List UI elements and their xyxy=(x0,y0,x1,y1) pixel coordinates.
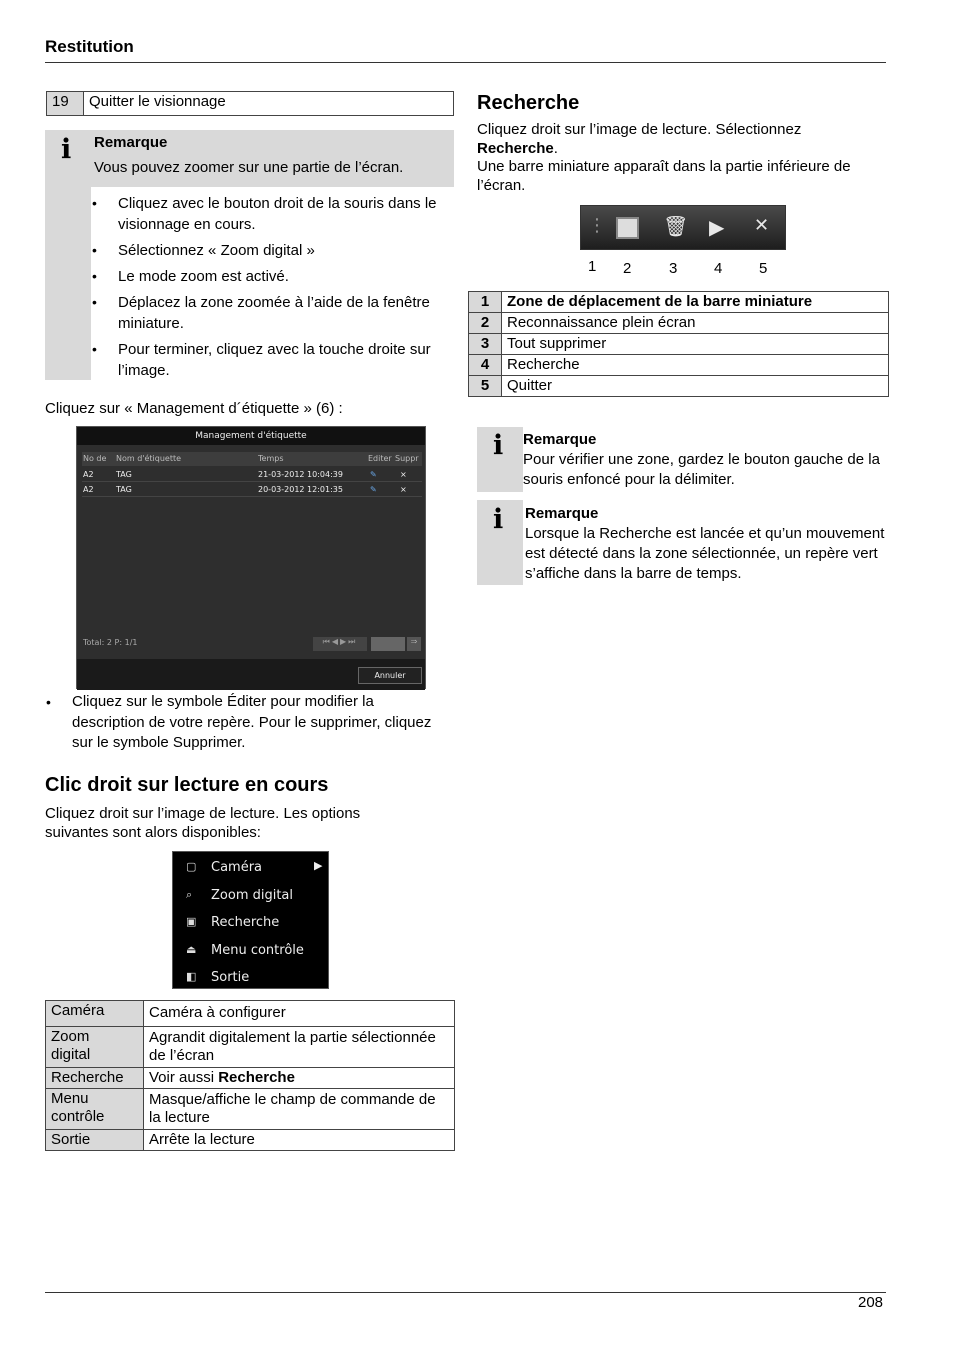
edit-icon[interactable]: ✎ xyxy=(370,470,377,479)
table-row xyxy=(46,1068,455,1089)
option-desc: Agrandit digitalement la partie sélectionnée de l’écran xyxy=(144,1027,455,1068)
legend-text: Reconnaissance plein écran xyxy=(502,313,889,334)
recherche-intro-2: Une barre miniature apparaît dans la partie inférieure de l’écran. xyxy=(477,158,851,194)
note-sidebar xyxy=(45,130,91,380)
exit-icon: ◧ xyxy=(186,970,197,983)
play-icon[interactable]: ▶ xyxy=(709,215,725,239)
note-text: Lorsque la Recherche est lancée et qu’un mouvement est détecté dans la zone sélectionnée, un repère vert s’affiche dans la barre de temps. xyxy=(525,525,885,582)
info-icon: i xyxy=(61,134,72,165)
list-item: • Le mode zoom est activé. xyxy=(90,266,458,287)
zoom-icon: ⌕ xyxy=(186,888,193,901)
note-text: Vous pouvez zoomer sur une partie de l’écran. xyxy=(94,159,404,176)
trash-icon[interactable]: 🗑 xyxy=(663,214,689,238)
menu-item-search[interactable] xyxy=(173,909,328,935)
legend-num: 1 xyxy=(469,292,502,313)
option-name: Recherche xyxy=(46,1068,144,1089)
note-text: Pour vérifier une zone, gardez le bouton gauche de la souris enfoncé pour la délimiter. xyxy=(523,451,880,488)
option-name xyxy=(46,1027,144,1068)
minibar-label-5: 5 xyxy=(759,260,768,277)
table-row xyxy=(469,334,889,355)
row-no: A2 xyxy=(83,470,94,479)
delete-icon[interactable]: × xyxy=(400,485,407,494)
menu-item-zoom[interactable] xyxy=(173,882,328,908)
row-time: 20-03-2012 12:01:35 xyxy=(258,485,343,494)
legend-text: Recherche xyxy=(502,355,889,376)
header-divider xyxy=(45,62,886,63)
menu-item-label: Zoom digital xyxy=(211,888,294,903)
picture-icon: ▣ xyxy=(186,915,197,928)
menu-item-label: Recherche xyxy=(211,915,280,930)
menu-item-camera[interactable] xyxy=(173,854,328,880)
list-item: • Cliquez avec le bouton droit de la souris dans le visionnage en cours. xyxy=(90,193,458,235)
option-desc: Masque/affiche le champ de commande de la lecture xyxy=(144,1089,455,1130)
go-icon[interactable]: ⇒ xyxy=(407,637,421,651)
column-header: Temps xyxy=(258,454,284,463)
menu-item-exit[interactable] xyxy=(173,964,328,990)
dialog-title: Management d'étiquette xyxy=(77,427,425,445)
table-row xyxy=(46,1001,455,1027)
menu-item-label: Menu contrôle xyxy=(211,943,304,958)
legend-num: 5 xyxy=(469,376,502,397)
section-title: Clic droit sur lecture en cours xyxy=(45,774,329,796)
minibar-label-4: 4 xyxy=(714,260,723,277)
edit-icon[interactable]: ✎ xyxy=(370,485,377,494)
options-table xyxy=(45,1000,455,1151)
legend-num: 2 xyxy=(469,313,502,334)
option-name-text: Menu contrôle xyxy=(51,1090,105,1125)
list-item: • Déplacez la zone zoomée à l’aide de la fenêtre miniature. xyxy=(90,292,458,334)
total-pages-label: Total: 2 P: 1/1 xyxy=(83,638,138,647)
recherche-intro xyxy=(477,121,867,158)
section-intro: Cliquez droit sur l’image de lecture. Les options suivantes sont alors disponibles: xyxy=(45,805,361,841)
info-icon: i xyxy=(493,504,504,535)
list-item: • Cliquez sur le symbole Éditer pour modifier la description de votre repère. Pour le supprimer, cliquez sur le symbole Supprimer. xyxy=(44,692,444,754)
cancel-button[interactable]: Annuler xyxy=(358,667,422,684)
dialog-pagination xyxy=(82,636,422,654)
option-name: Caméra xyxy=(46,1001,144,1027)
fullscreen-detect-icon[interactable] xyxy=(616,217,639,239)
column-header: Editer xyxy=(368,454,392,463)
table-row xyxy=(469,355,889,376)
note-title: Remarque xyxy=(523,431,597,448)
item-19-table xyxy=(46,91,454,116)
intro-text: Cliquez droit sur l’image de lecture. Sélectionnez xyxy=(477,121,802,138)
option-desc xyxy=(144,1068,455,1089)
table-row[interactable] xyxy=(82,468,422,482)
close-icon[interactable]: ✕ xyxy=(754,215,770,236)
page-nav-buttons[interactable]: ⏮◀▶⏭ xyxy=(313,637,367,651)
minibar-label-2: 2 xyxy=(623,260,632,277)
column-header: Nom d'étiquette xyxy=(116,454,182,463)
option-name: Sortie xyxy=(46,1130,144,1151)
row-name: TAG xyxy=(116,485,132,494)
row-no: A2 xyxy=(83,485,94,494)
list-item: • Sélectionnez « Zoom digital » xyxy=(90,240,458,261)
option-desc: Arrête la lecture xyxy=(144,1130,455,1151)
edit-instruction-list xyxy=(44,692,444,759)
item-text: Quitter le visionnage xyxy=(84,92,454,116)
minibar-label-1: 1 xyxy=(588,258,597,275)
submenu-arrow-icon: ▶ xyxy=(314,859,323,872)
legend-text: Zone de déplacement de la barre miniature xyxy=(502,292,889,313)
minibar-legend-table xyxy=(468,291,889,397)
list-item: • Pour terminer, cliquez avec la touche droite sur l’image. xyxy=(90,339,458,381)
minibar-label-3: 3 xyxy=(669,260,678,277)
option-desc-text: Voir aussi xyxy=(149,1069,219,1086)
table-row[interactable] xyxy=(82,483,422,497)
page-input[interactable] xyxy=(371,637,405,651)
context-menu xyxy=(172,851,329,989)
footer-divider xyxy=(45,1292,886,1293)
delete-icon[interactable]: × xyxy=(400,470,407,479)
intro-bold-text: Recherche xyxy=(477,139,554,157)
menu-item-label: Sortie xyxy=(211,970,250,985)
info-icon: i xyxy=(493,430,504,461)
table-row xyxy=(46,1130,455,1151)
table-row xyxy=(469,313,889,334)
note-title: Remarque xyxy=(94,134,168,151)
recherche-title: Recherche xyxy=(477,92,580,114)
intro-suffix: . xyxy=(553,139,558,157)
recherche-link-text: Recherche xyxy=(218,1069,295,1086)
menu-item-label: Caméra xyxy=(211,860,263,875)
legend-num: 4 xyxy=(469,355,502,376)
option-name xyxy=(46,1089,144,1130)
legend-num: 3 xyxy=(469,334,502,355)
table-row xyxy=(46,1027,455,1068)
legend-text: Quitter xyxy=(502,376,889,397)
column-header: Suppr xyxy=(395,454,419,463)
drag-handle-icon[interactable]: ⋮ xyxy=(588,215,606,236)
legend-text: Tout supprimer xyxy=(502,334,889,355)
row-name: TAG xyxy=(116,470,132,479)
page-header-title: Restitution xyxy=(45,37,134,56)
option-name-text: Zoom digital xyxy=(51,1028,91,1063)
zoom-steps-list xyxy=(90,193,458,386)
management-instruction: Cliquez sur « Management d´étiquette » (6) : xyxy=(45,400,343,417)
table-row xyxy=(469,292,889,313)
option-desc: Caméra à configurer xyxy=(144,1001,455,1027)
square-icon: ▢ xyxy=(186,860,197,873)
item-number: 19 xyxy=(47,92,84,116)
table-row xyxy=(469,376,889,397)
label-management-dialog xyxy=(76,426,426,689)
table-row xyxy=(46,1089,455,1130)
row-time: 21-03-2012 10:04:39 xyxy=(258,470,343,479)
column-header: No de xyxy=(83,454,107,463)
control-icon: ⏏ xyxy=(186,943,197,956)
menu-item-control[interactable] xyxy=(173,937,328,963)
dialog-table-header xyxy=(82,452,422,466)
page-number: 208 xyxy=(858,1294,884,1311)
miniature-bar xyxy=(580,205,786,250)
note-title: Remarque xyxy=(525,505,599,522)
